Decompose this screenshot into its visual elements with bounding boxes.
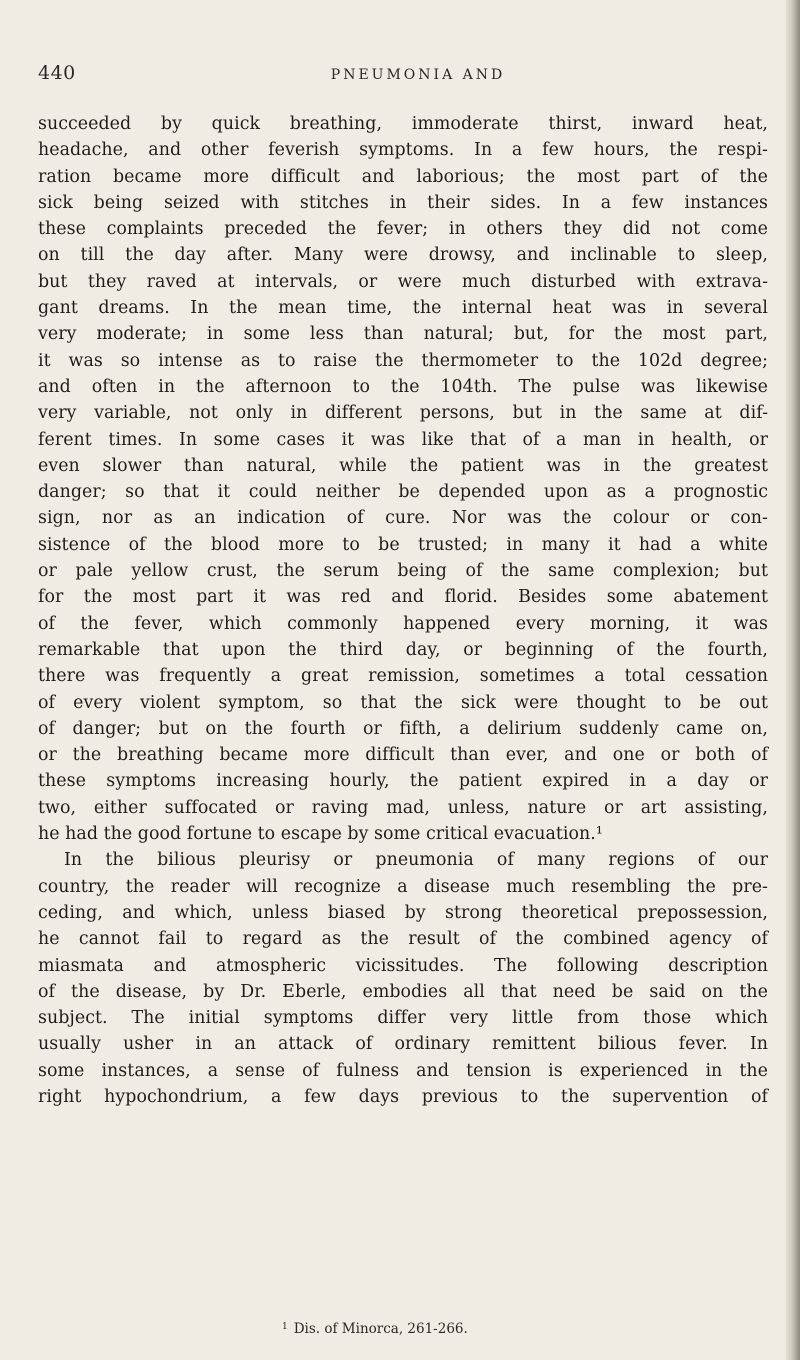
paragraph-1 bbox=[38, 111, 768, 847]
text-line: of every violent symptom, so that the sick were thought to be out bbox=[38, 692, 768, 713]
text-line: succeeded by quick breathing, immoderate thirst, inward heat, bbox=[38, 114, 768, 134]
text-line: miasmata and atmospheric vicissitudes. The following description bbox=[38, 955, 768, 976]
text-line: In the bilious pleurisy or pneumonia of many regions of our bbox=[64, 850, 768, 871]
text-line: ration became more difficult and laborious; the most part of the bbox=[38, 166, 768, 187]
text-line: very moderate; in some less than natural; but, for the most part, bbox=[38, 324, 768, 345]
body-text bbox=[38, 111, 768, 1110]
text-line: but they raved at intervals, or were much disturbed with extrava- bbox=[38, 271, 768, 292]
text-line: of danger; but on the fourth or fifth, a delirium suddenly came on, bbox=[38, 718, 768, 739]
text-line: he had the good fortune to escape by some critical evacuation.¹ bbox=[38, 824, 603, 845]
page-number: 440 bbox=[38, 62, 76, 84]
text-line: on till the day after. Many were drowsy, and inclinable to sleep, bbox=[38, 245, 768, 266]
text-line: country, the reader will recognize a disease much resembling the pre- bbox=[38, 876, 768, 897]
running-head: PNEUMONIA AND bbox=[330, 67, 506, 83]
text-line: of the fever, which commonly happened every morning, it was bbox=[38, 613, 768, 634]
text-line: for the most part it was red and florid. Besides some abatement bbox=[38, 587, 768, 608]
text-line: these symptoms increasing hourly, the patient expired in a day or bbox=[38, 771, 768, 792]
text-line: subject. The initial symptoms differ very little from those which bbox=[38, 1008, 768, 1029]
footnote-marker: 1 bbox=[282, 1322, 288, 1332]
text-line: or pale yellow crust, the serum being of the same complexion; but bbox=[38, 561, 768, 582]
text-line: ceding, and which, unless biased by strong theoretical prepossession, bbox=[38, 902, 768, 923]
text-line: sistence of the blood more to be trusted; in many it had a white bbox=[38, 534, 768, 555]
text-line: two, either suffocated or raving mad, unless, nature or art assisting, bbox=[38, 797, 768, 818]
text-line: sick being seized with stitches in their sides. In a few instances bbox=[38, 192, 768, 213]
text-line: gant dreams. In the mean time, the internal heat was in several bbox=[38, 298, 768, 319]
text-line: even slower than natural, while the patient was in the greatest bbox=[38, 455, 768, 476]
text-line: danger; so that it could neither be depended upon as a prognostic bbox=[38, 482, 768, 503]
text-line: ferent times. In some cases it was like that of a man in health, or bbox=[38, 429, 768, 450]
text-line: there was frequently a great remission, sometimes a total cessation bbox=[38, 666, 768, 687]
text-line: right hypochondrium, a few days previous to the supervention of bbox=[38, 1086, 768, 1107]
text-line: headache, and other feverish symptoms. In a few hours, the respi- bbox=[38, 140, 768, 161]
paragraph-2 bbox=[38, 847, 768, 1110]
text-line: these complaints preceded the fever; in others they did not come bbox=[38, 219, 768, 240]
text-line: and often in the afternoon to the 104th. The pulse was likewise bbox=[38, 376, 768, 397]
text-line: it was so intense as to raise the thermometer to the 102d degree; bbox=[38, 350, 768, 371]
text-line: usually usher in an attack of ordinary remittent bilious fever. In bbox=[38, 1034, 768, 1055]
text-line: or the breathing became more difficult than ever, and one or both of bbox=[38, 745, 768, 766]
page-edge-shadow bbox=[786, 0, 800, 1360]
text-line: remarkable that upon the third day, or beginning of the fourth, bbox=[38, 639, 768, 660]
text-line: very variable, not only in different persons, but in the same at dif- bbox=[38, 403, 768, 424]
text-line: of the disease, by Dr. Eberle, embodies all that need be said on the bbox=[38, 981, 768, 1002]
text-line: sign, nor as an indication of cure. Nor was the colour or con- bbox=[38, 508, 768, 529]
text-line: he cannot fail to regard as the result of the combined agency of bbox=[38, 929, 768, 950]
footnote-text: Dis. of Minorca, 261-266. bbox=[293, 1321, 468, 1337]
footnote bbox=[282, 1321, 468, 1337]
text-line: some instances, a sense of fulness and tension is experienced in the bbox=[38, 1060, 768, 1081]
